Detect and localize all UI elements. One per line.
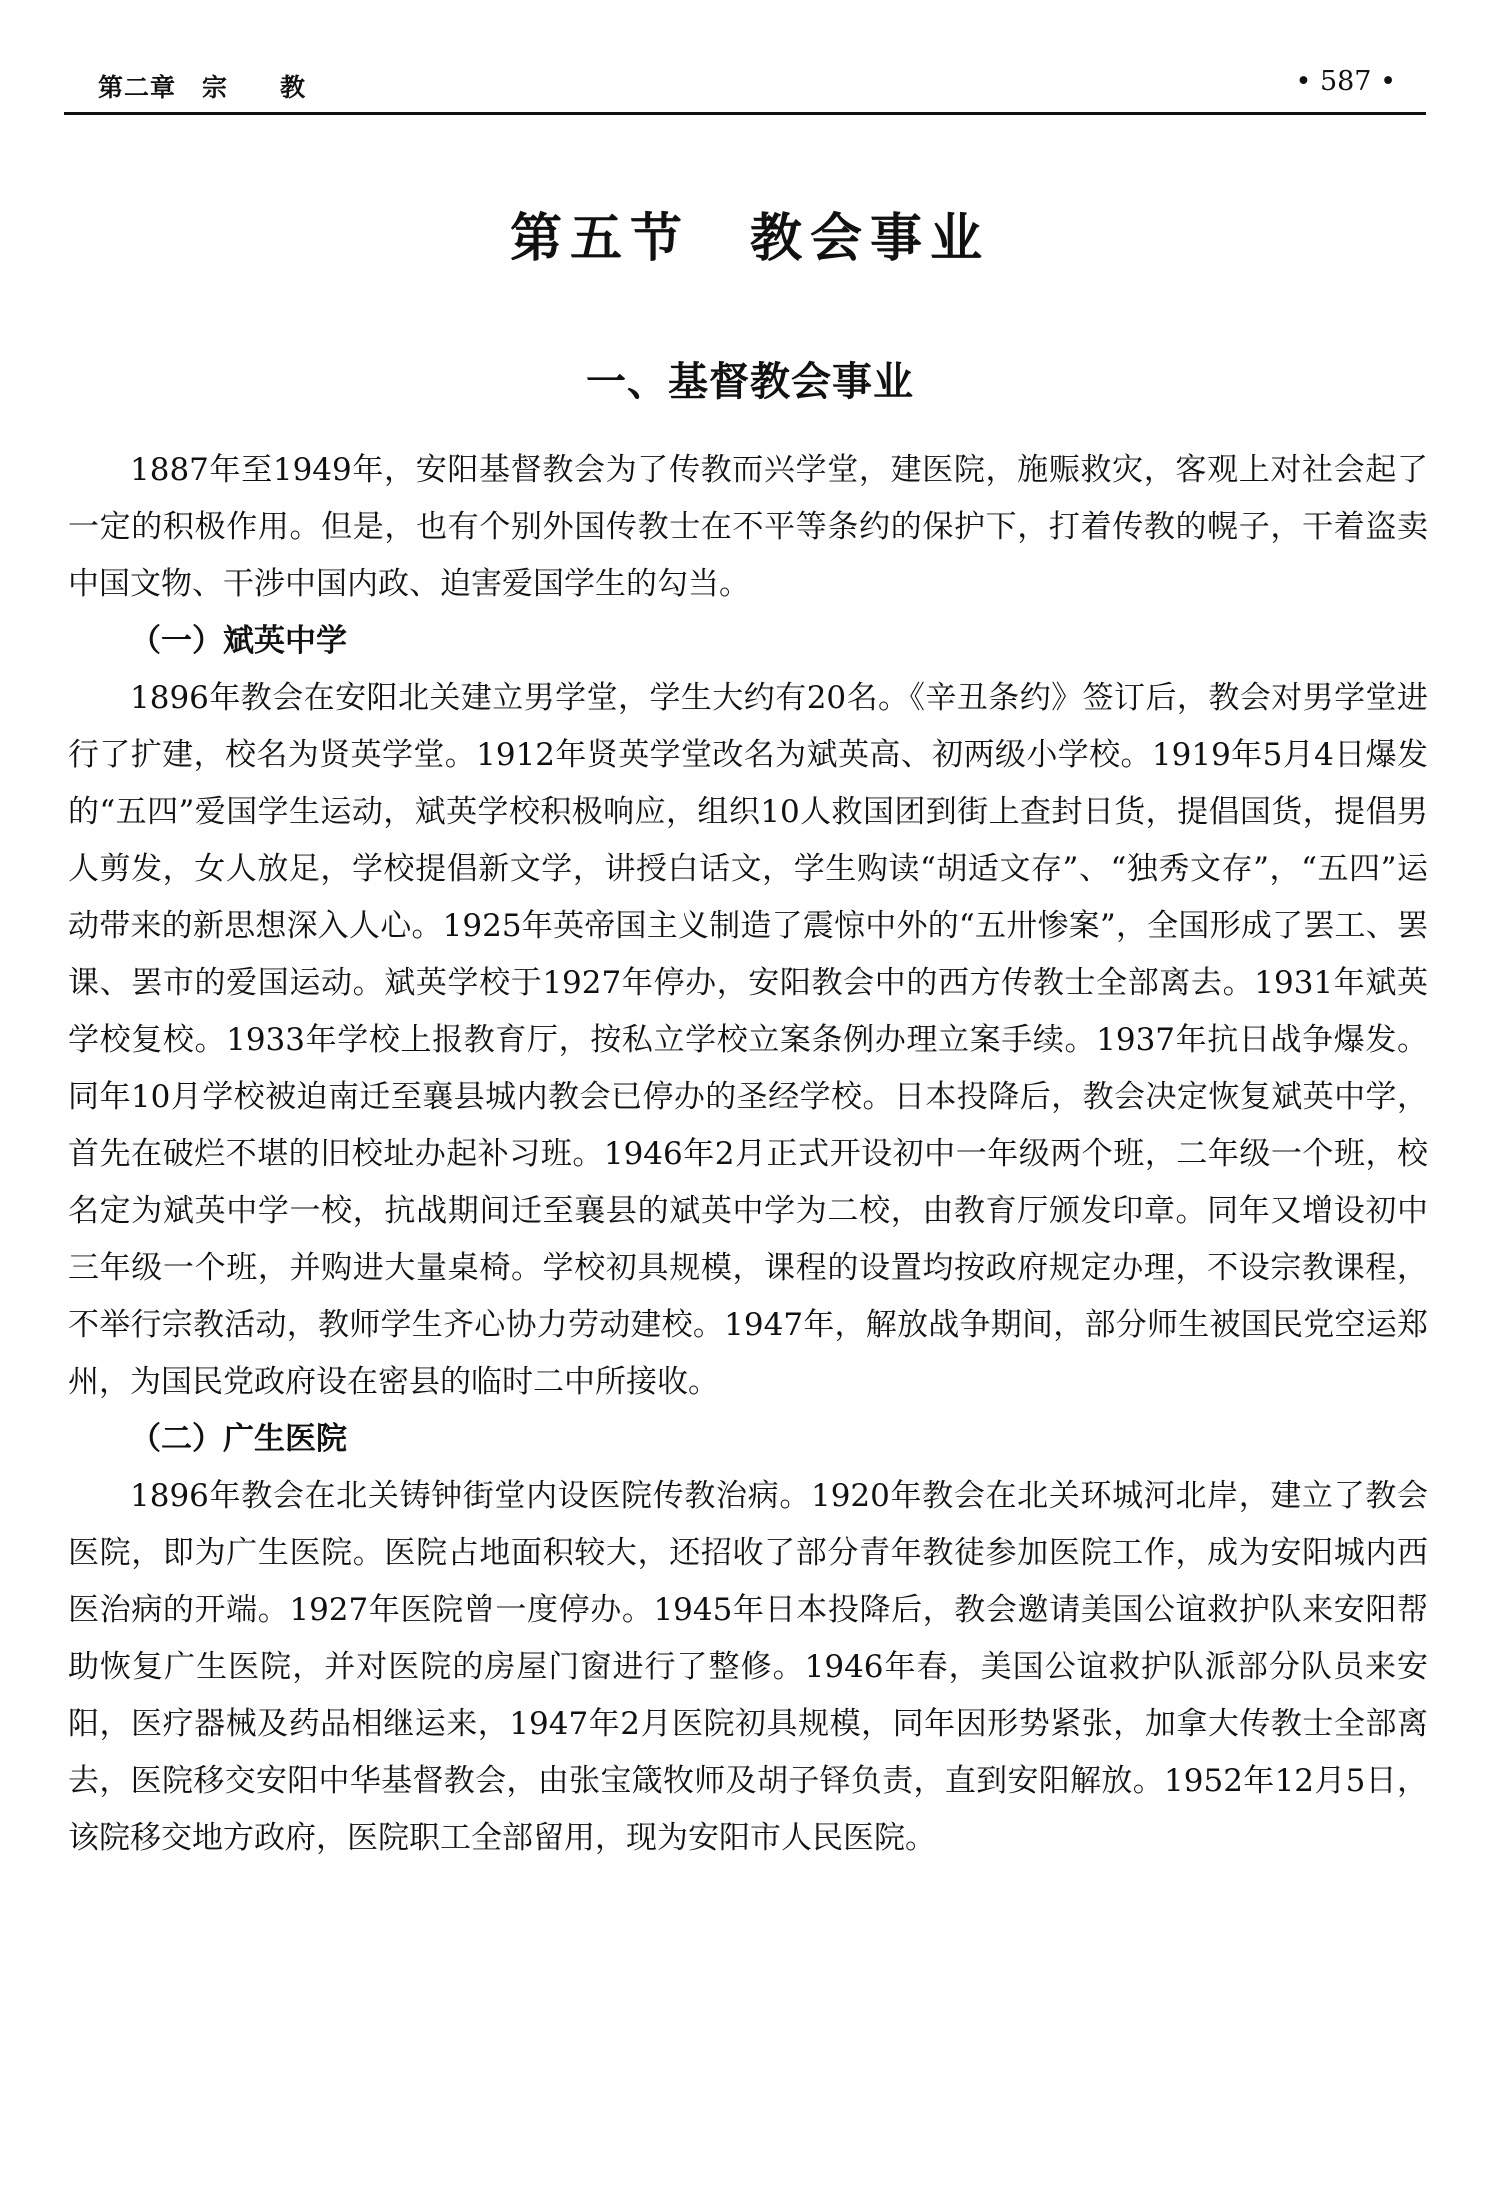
page-header — [64, 60, 1426, 115]
intro-paragraph: 1887年至1949年，安阳基督教会为了传教而兴学堂，建医院，施赈救灾，客观上对社会起了一定的积极作用。但是，也有个别外国传教士在不平等条约的保护下，打着传教的幌子，干着盗卖中国文物、干涉中国内政、迫害爱国学生的勾当。 — [68, 452, 1429, 602]
school-heading: （一）斌英中学 — [130, 623, 347, 659]
section-title: 第五节 教会事业 — [509, 208, 990, 269]
sub-title: 一、基督教会事业 — [586, 359, 914, 405]
hospital-paragraph: 1896年教会在北关铸钟街堂内设医院传教治病。1920年教会在北关环城河北岸，建立了教会医院，即为广生医院。医院占地面积较大，还招收了部分青年教徒参加医院工作，成为安阳城内西医治病的开端。1927年医院曾一度停办。1945年日本投降后，教会邀请美国公谊救护队来安阳帮助恢复广生医院，并对医院的房屋门窗进行了整修。1946年春，美国公谊救护队派部分队员来安阳，医疗器械及药品相继运来，1947年2月医院初具规模，同年因形势紧张，加拿大传教士全部离去，医院移交安阳中华基督教会，由张宝箴牧师及胡子铎负责，直到安阳解放。1952年12月5日，该院移交地方政府，医院职工全部留用，现为安阳市人民医院。 — [68, 1478, 1428, 1856]
body-text — [68, 442, 1428, 1867]
chapter-label: 第二章 宗 教 — [98, 73, 307, 102]
page-number: • 587 • — [1295, 66, 1396, 97]
school-paragraph: 1896年教会在安阳北关建立男学堂，学生大约有20名。《辛丑条约》签订后，教会对男学堂进行了扩建，校名为贤英学堂。1912年贤英学堂改名为斌英高、初两级小学校。1919年5月4日爆发的“五四”爱国学生运动，斌英学校积极响应，组织10人救国团到街上查封日货，提倡国货，提倡男人剪发，女人放足，学校提倡新文学，讲授白话文，学生购读“胡适文存”、“独秀文存”，“五四”运动带来的新思想深入人心。1925年英帝国主义制造了震惊中外的“五卅惨案”，全国形成了罢工、罢课、罢市的爱国运动。斌英学校于1927年停办，安阳教会中的西方传教士全部离去。1931年斌英学校复校。1933年学校上报教育厅，按私立学校立案条例办理立案手续。1937年抗日战争爆发。同年10月学校被迫南迁至襄县城内教会已停办的圣经学校。日本投降后，教会决定恢复斌英中学，首先在破烂不堪的旧校址办起补习班。1946年2月正式开设初中一年级两个班，二年级一个班，校名定为斌英中学一校，抗战期间迁至襄县的斌英中学为二校，由教育厅颁发印章。同年又增设初中三年级一个班，并购进大量桌椅。学校初具规模，课程的设置均按政府规定办理，不设宗教课程，不举行宗教活动，教师学生齐心协力劳动建校。1947年，解放战争期间，部分师生被国民党空运郑州，为国民党政府设在密县的临时二中所接收。 — [68, 680, 1428, 1400]
hospital-heading: （二）广生医院 — [130, 1421, 347, 1457]
